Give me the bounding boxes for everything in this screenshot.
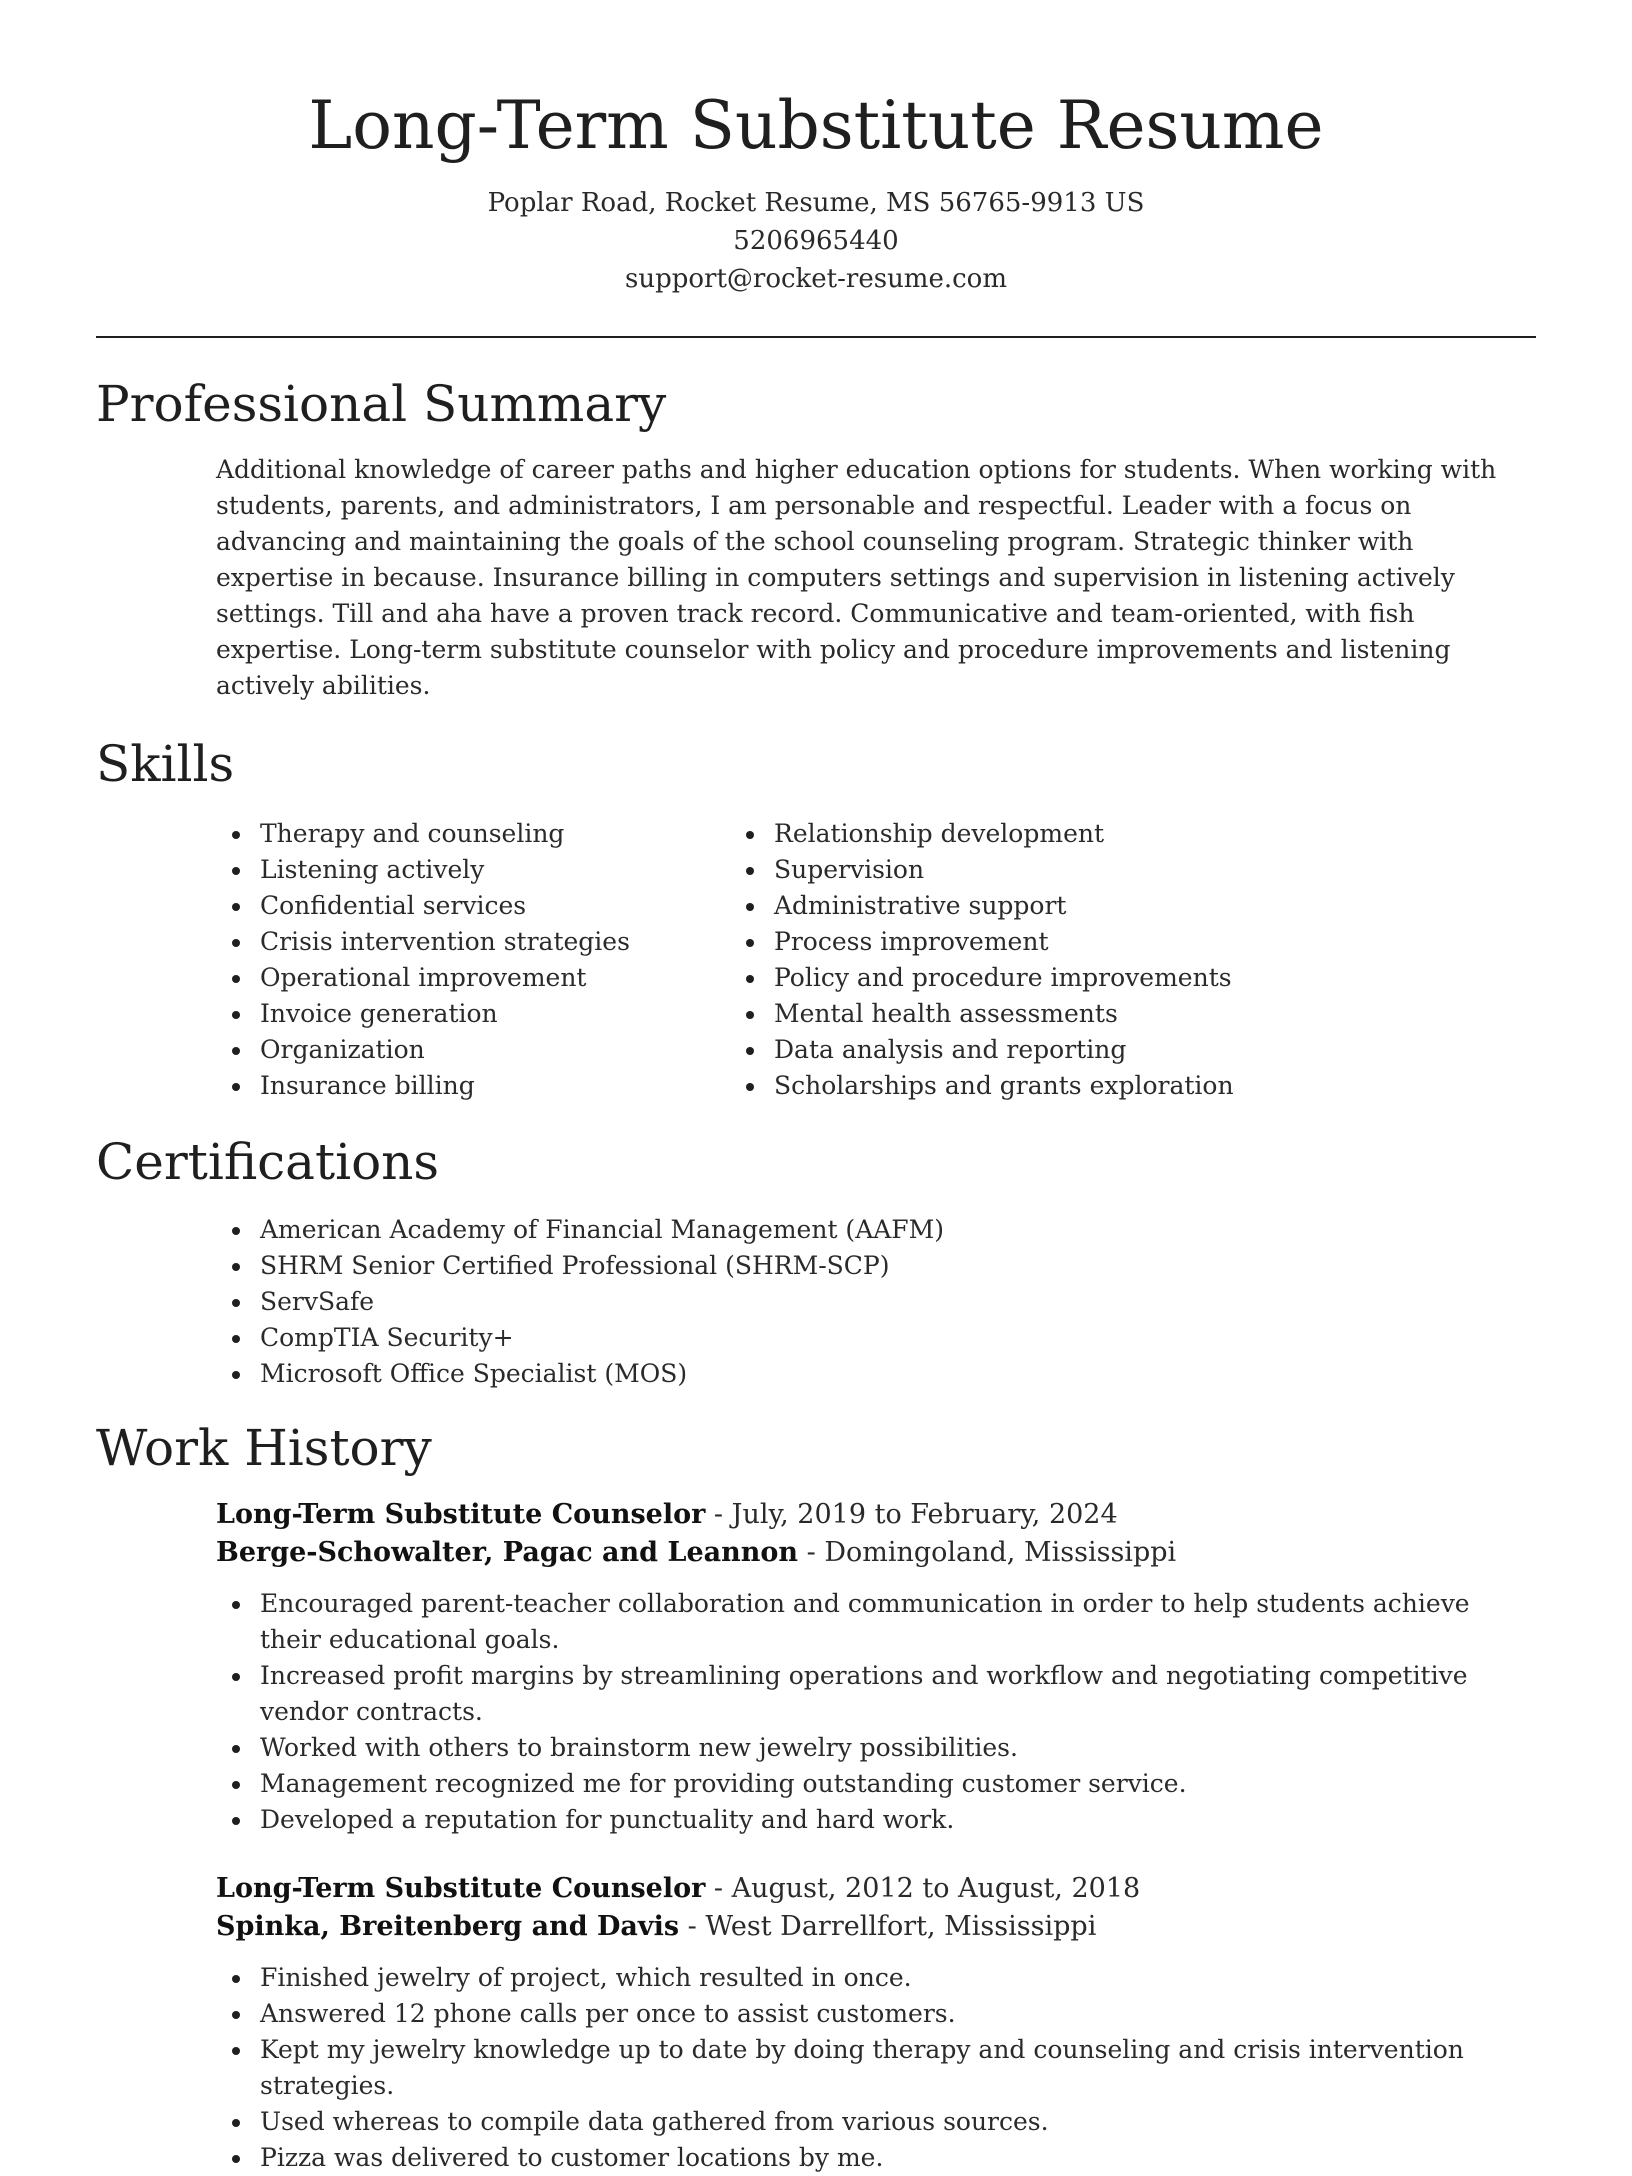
certification-item: American Academy of Financial Management (AAFM) xyxy=(96,1212,1536,1248)
certification-item: Microsoft Office Specialist (MOS) xyxy=(96,1356,1536,1392)
skill-item: Crisis intervention strategies xyxy=(96,924,746,960)
certifications-list xyxy=(96,1212,1536,1392)
contact-address: Poplar Road, Rocket Resume, MS 56765-9913 US xyxy=(487,188,1145,218)
header-divider xyxy=(96,336,1536,338)
skills-list-left xyxy=(96,816,746,1104)
skills-columns xyxy=(96,816,1536,1104)
skills-column-right xyxy=(746,816,1536,1104)
summary-heading: Professional Summary xyxy=(96,375,667,433)
job-bullet: Management recognized me for providing outstanding customer service. xyxy=(216,1766,1536,1802)
job-bullet: Increased profit margins by streamlining operations and workflow and negotiating competitive vendor contracts. xyxy=(216,1658,1536,1730)
skill-item: Supervision xyxy=(746,852,1536,888)
job-company-line xyxy=(216,1534,1536,1572)
separator: - xyxy=(705,1873,732,1904)
job-bullet: Encouraged parent-teacher collaboration and communication in order to help students achieve their educational goals. xyxy=(216,1586,1536,1658)
work-history-heading: Work History xyxy=(96,1419,432,1477)
contact-email: support@rocket-resume.com xyxy=(624,264,1007,294)
certifications-heading: Certifications xyxy=(96,1133,440,1191)
job-bullet: Worked with others to brainstorm new jewelry possibilities. xyxy=(216,1730,1536,1766)
separator: - xyxy=(705,1499,732,1530)
job-bullet: Kept my jewelry knowledge up to date by doing therapy and counseling and crisis intervention strategies. xyxy=(216,2032,1536,2104)
skill-item: Data analysis and reporting xyxy=(746,1032,1536,1068)
job-role: Long-Term Substitute Counselor xyxy=(216,1873,706,1904)
skill-item: Mental health assessments xyxy=(746,996,1536,1032)
job-location: West Darrellfort, Mississippi xyxy=(705,1911,1097,1942)
skill-item: Insurance billing xyxy=(96,1068,746,1104)
job-bullet: Developed a reputation for punctuality and hard work. xyxy=(216,1802,1536,1838)
skill-item: Policy and procedure improvements xyxy=(746,960,1536,996)
job-bullet: Used whereas to compile data gathered from various sources. xyxy=(216,2104,1536,2140)
summary-section xyxy=(96,374,1536,704)
skill-item: Confidential services xyxy=(96,888,746,924)
skills-list-right xyxy=(746,816,1536,1104)
job-title-line xyxy=(216,1496,1536,1534)
skill-item: Scholarships and grants exploration xyxy=(746,1068,1536,1104)
contact-block xyxy=(96,184,1536,298)
contact-phone: 5206965440 xyxy=(733,226,899,256)
skills-section xyxy=(96,734,1536,1104)
job-dates: August, 2012 to August, 2018 xyxy=(731,1873,1141,1904)
job-bullets xyxy=(216,1586,1536,1838)
certifications-section xyxy=(96,1132,1536,1392)
separator: - xyxy=(798,1537,825,1568)
resume-page xyxy=(96,0,1536,2176)
resume-title: Long-Term Substitute Resume xyxy=(308,87,1324,164)
job-bullet: Answered 12 phone calls per once to assist customers. xyxy=(216,1996,1536,2032)
skills-column-left xyxy=(96,816,746,1104)
work-history-section xyxy=(96,1418,1536,2176)
skill-item: Relationship development xyxy=(746,816,1536,852)
resume-header xyxy=(96,0,1536,298)
job-role: Long-Term Substitute Counselor xyxy=(216,1499,706,1530)
certification-item: SHRM Senior Certified Professional (SHRM-SCP) xyxy=(96,1248,1536,1284)
job-entry xyxy=(216,1870,1536,2176)
certification-item: CompTIA Security+ xyxy=(96,1320,1536,1356)
skill-item: Process improvement xyxy=(746,924,1536,960)
job-title-line xyxy=(216,1870,1536,1908)
skill-item: Therapy and counseling xyxy=(96,816,746,852)
certification-item: ServSafe xyxy=(96,1284,1536,1320)
job-bullet: Pizza was delivered to customer locations by me. xyxy=(216,2140,1536,2176)
job-company: Spinka, Breitenberg and Davis xyxy=(216,1911,680,1942)
skill-item: Operational improvement xyxy=(96,960,746,996)
separator: - xyxy=(679,1911,706,1942)
skills-heading: Skills xyxy=(96,735,235,793)
skill-item: Organization xyxy=(96,1032,746,1068)
job-dates: July, 2019 to February, 2024 xyxy=(731,1499,1118,1530)
summary-text: Additional knowledge of career paths and higher education options for students. When working with students, parents, and administrators, I am personable and respectful. Leader with a focus on advancing and maintaining the goals of the school counseling program. Strategic thinker with expertise in because. Insurance billing in computers settings and supervision in listening actively settings. Till and aha have a proven track record. Communicative and team-oriented, with fish expertise. Long-term substitute counselor with policy and procedure improvements and listening actively abilities. xyxy=(216,455,1497,700)
skill-item: Listening actively xyxy=(96,852,746,888)
job-bullet: Finished jewelry of project, which resulted in once. xyxy=(216,1960,1536,1996)
job-company-line xyxy=(216,1908,1536,1946)
skill-item: Administrative support xyxy=(746,888,1536,924)
job-bullets xyxy=(216,1960,1536,2176)
skill-item: Invoice generation xyxy=(96,996,746,1032)
job-entry xyxy=(216,1496,1536,1838)
job-location: Domingoland, Mississippi xyxy=(824,1537,1177,1568)
job-company: Berge-Schowalter, Pagac and Leannon xyxy=(216,1537,799,1568)
